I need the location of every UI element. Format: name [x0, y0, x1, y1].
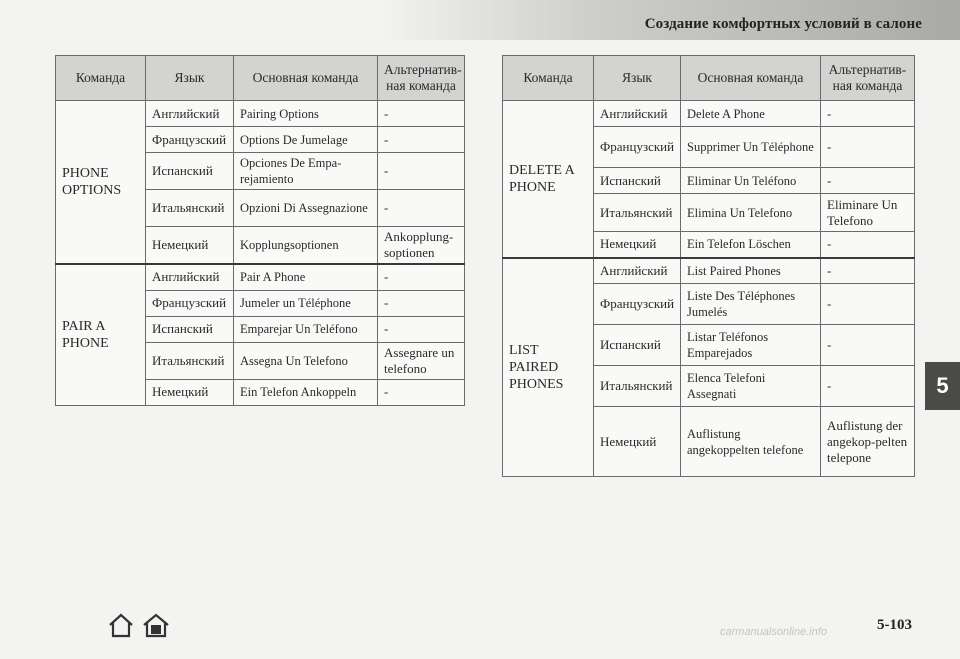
main-command-cell: Jumeler un Téléphone	[234, 290, 378, 316]
watermark: carmanualsonline.info	[720, 626, 828, 638]
language-cell: Немецкий	[594, 407, 681, 477]
alt-command-cell: Ankopplung-soptionen	[378, 227, 465, 265]
footer-icons	[107, 612, 171, 638]
table-row	[56, 264, 465, 290]
alt-command-cell: -	[821, 168, 915, 194]
main-command-cell: List Paired Phones	[681, 258, 821, 284]
alt-command-cell: -	[821, 127, 915, 168]
language-cell: Немецкий	[146, 227, 234, 265]
main-command-cell: Auflistung angekoppelten telefone	[681, 407, 821, 477]
table-row	[56, 101, 465, 127]
table-header-row	[503, 56, 915, 101]
column-header: Команда	[503, 56, 594, 101]
command-cell: PAIR A PHONE	[56, 264, 146, 405]
language-cell: Итальянский	[594, 366, 681, 407]
language-cell: Испанский	[146, 316, 234, 342]
command-cell: LIST PAIRED PHONES	[503, 258, 594, 477]
main-command-cell: Options De Jumelage	[234, 127, 378, 153]
page-number: 5-103	[877, 617, 912, 633]
alt-command-cell: -	[821, 284, 915, 325]
alt-command-cell: -	[378, 264, 465, 290]
main-command-cell: Kopplungsoptionen	[234, 227, 378, 265]
main-command-cell: Ein Telefon Löschen	[681, 232, 821, 258]
language-cell: Испанский	[594, 325, 681, 366]
language-cell: Английский	[146, 264, 234, 290]
alt-command-cell: -	[378, 153, 465, 190]
language-cell: Английский	[594, 101, 681, 127]
home-section-icon	[141, 612, 171, 638]
table-header-row	[56, 56, 465, 101]
alt-command-cell: -	[821, 325, 915, 366]
language-cell: Итальянский	[146, 190, 234, 227]
table-row	[503, 101, 915, 127]
alt-command-cell: Assegnare un telefono	[378, 342, 465, 379]
language-cell: Итальянский	[594, 194, 681, 232]
language-cell: Французский	[146, 127, 234, 153]
main-command-cell: Pair A Phone	[234, 264, 378, 290]
main-command-cell: Liste Des Téléphones Jumelés	[681, 284, 821, 325]
main-command-cell: Eliminar Un Teléfono	[681, 168, 821, 194]
chapter-tab: 5	[925, 362, 960, 410]
language-cell: Английский	[594, 258, 681, 284]
alt-command-cell: -	[378, 101, 465, 127]
language-cell: Испанский	[146, 153, 234, 190]
column-header: Основная команда	[681, 56, 821, 101]
main-command-cell: Ein Telefon Ankoppeln	[234, 379, 378, 405]
column-header: Основная команда	[234, 56, 378, 101]
column-header: Альтернатив-ная команда	[821, 56, 915, 101]
commands-table-left	[55, 55, 465, 406]
alt-command-cell: -	[821, 366, 915, 407]
command-cell: PHONE OPTIONS	[56, 101, 146, 265]
alt-command-cell: -	[821, 101, 915, 127]
commands-table-right	[502, 55, 915, 477]
alt-command-cell: Eliminare Un Telefono	[821, 194, 915, 232]
alt-command-cell: -	[821, 258, 915, 284]
home-icon	[107, 612, 135, 638]
main-command-cell: Listar Teléfonos Emparejados	[681, 325, 821, 366]
alt-command-cell: -	[378, 190, 465, 227]
language-cell: Английский	[146, 101, 234, 127]
alt-command-cell: -	[378, 290, 465, 316]
language-cell: Французский	[146, 290, 234, 316]
language-cell: Французский	[594, 127, 681, 168]
main-command-cell: Emparejar Un Teléfono	[234, 316, 378, 342]
main-command-cell: Elenca Telefoni Assegnati	[681, 366, 821, 407]
table-row	[503, 258, 915, 284]
language-cell: Испанский	[594, 168, 681, 194]
alt-command-cell: Auflistung der angekop-pelten telepone	[821, 407, 915, 477]
column-header: Язык	[594, 56, 681, 101]
column-header: Язык	[146, 56, 234, 101]
main-command-cell: Opciones De Empa-rejamiento	[234, 153, 378, 190]
command-cell: DELETE A PHONE	[503, 101, 594, 258]
language-cell: Итальянский	[146, 342, 234, 379]
main-command-cell: Assegna Un Telefono	[234, 342, 378, 379]
language-cell: Немецкий	[594, 232, 681, 258]
language-cell: Французский	[594, 284, 681, 325]
column-header: Команда	[56, 56, 146, 101]
alt-command-cell: -	[378, 379, 465, 405]
main-command-cell: Supprimer Un Téléphone	[681, 127, 821, 168]
page-header-title: Создание комфортных условий в салоне	[644, 16, 922, 32]
main-command-cell: Delete A Phone	[681, 101, 821, 127]
alt-command-cell: -	[821, 232, 915, 258]
column-header: Альтернатив-ная команда	[378, 56, 465, 101]
alt-command-cell: -	[378, 127, 465, 153]
main-command-cell: Pairing Options	[234, 101, 378, 127]
alt-command-cell: -	[378, 316, 465, 342]
language-cell: Немецкий	[146, 379, 234, 405]
main-command-cell: Opzioni Di Assegnazione	[234, 190, 378, 227]
main-command-cell: Elimina Un Telefono	[681, 194, 821, 232]
